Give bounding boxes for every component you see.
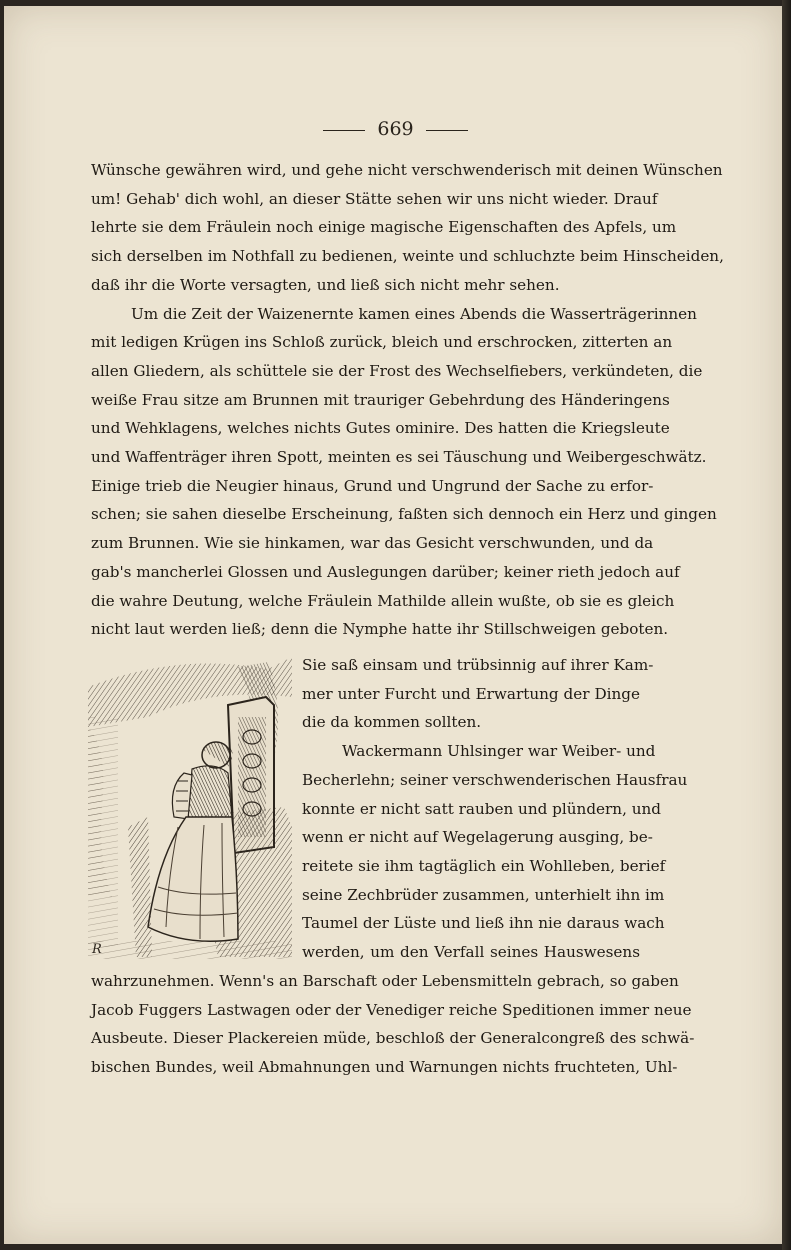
text-line: die da kommen sollten. [302, 713, 482, 732]
text-line: daß ihr die Worte versagten, und ließ sich nicht mehr sehen. [91, 275, 560, 294]
text-line: mit ledigen Krügen ins Schloß zurück, bleich und erschrocken, zitterten an [91, 333, 673, 352]
bottom-text-block [91, 967, 695, 1082]
header-rule-right [426, 130, 468, 131]
text-line: werden, um den Verfall seines Hauswesens [302, 943, 640, 962]
woodcut-illustration [88, 657, 292, 959]
text-line: wenn er nicht auf Wegelagerung ausging, be- [302, 828, 653, 847]
text-line: zum Brunnen. Wie sie hinkamen, war das Gesicht verschwunden, und da [91, 534, 654, 553]
text-line: schen; sie sahen dieselbe Erscheinung, faßten sich dennoch ein Herz und gingen [91, 505, 717, 524]
text-line: die wahre Deutung, welche Fräulein Mathilde allein wußte, ob sie es gleich [91, 591, 675, 610]
text-line: allen Gliedern, als schüttele sie der Frost des Wechselfiebers, verkündeten, die [91, 361, 703, 380]
text-line: Wünsche gewähren wird, und gehe nicht verschwenderisch mit deinen Wünschen [91, 161, 723, 179]
page-edge-shadow [782, 0, 791, 1250]
text-line: Becherlehn; seiner verschwenderischen Hausfrau [302, 770, 688, 789]
text-line: und Waffenträger ihren Spott, meinten es sei Täuschung und Weibergeschwätz. [91, 448, 707, 467]
page-number: 669 [377, 118, 414, 140]
illustration-woman-at-window [88, 657, 292, 959]
text-line: und Wehklagens, welches nichts Gutes ominire. Des hatten die Kriegsleute [91, 419, 670, 438]
text-line: Ausbeute. Dieser Plackereien müde, beschloß der Generalcongreß des schwä- [91, 1029, 695, 1048]
text-line: sich derselben im Nothfall zu bedienen, weinte und schluchzte beim Hinscheiden, [91, 247, 724, 266]
illustration-monogram: R [92, 942, 102, 957]
side-text-block [302, 651, 688, 967]
text-line: Taumel der Lüste und ließ ihn nie daraus wach [302, 914, 665, 933]
text-line: Sie saß einsam und trübsinnig auf ihrer Kam- [302, 656, 654, 674]
text-line: Wackermann Uhlsinger war Weiber- und [342, 742, 656, 761]
text-line: seine Zechbrüder zusammen, unterhielt ihn im [302, 885, 665, 904]
text-line: wahrzunehmen. Wenn's an Barschaft oder Lebensmitteln gebrach, so gaben [91, 972, 679, 990]
text-line: nicht laut werden ließ; denn die Nymphe hatte ihr Stillschweigen geboten. [91, 620, 669, 639]
text-line: reitete sie ihm tagtäglich ein Wohlleben, berief [302, 856, 666, 875]
header-rule-left [323, 130, 365, 131]
text-line: weiße Frau sitze am Brunnen mit trauriger Gebehrdung des Händeringens [91, 390, 670, 409]
text-line: gab's mancherlei Glossen und Auslegungen darüber; keiner rieth jedoch auf [91, 562, 680, 581]
text-line: Einige trieb die Neugier hinaus, Grund und Ungrund der Sache zu erfor- [91, 476, 654, 495]
text-line: Um die Zeit der Waizenernte kamen eines Abends die Wasserträgerinnen [131, 304, 697, 323]
text-line: mer unter Furcht und Erwartung der Dinge [302, 684, 640, 703]
text-line: Jacob Fuggers Lastwagen oder der Venediger reiche Speditionen immer neue [91, 1000, 692, 1019]
text-line: bischen Bundes, weil Abmahnungen und Warnungen nichts fruchteten, Uhl- [91, 1058, 678, 1077]
text-line: um! Gehab' dich wohl, an dieser Stätte sehen wir uns nicht wieder. Drauf [91, 189, 658, 208]
main-text-block [91, 156, 724, 644]
page-header [0, 118, 791, 140]
text-line: lehrte sie dem Fräulein noch einige magische Eigenschaften des Apfels, um [91, 218, 677, 237]
text-line: konnte er nicht satt rauben und plündern, und [302, 799, 662, 818]
